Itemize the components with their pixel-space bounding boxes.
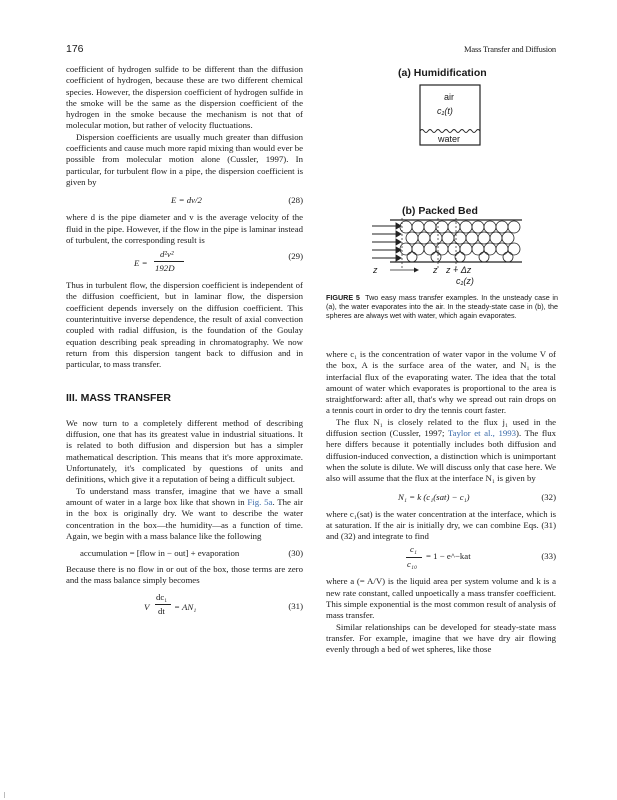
paragraph: where d is the pipe diameter and v is the average velocity of the fluid in the pipe. However, if the flow in the pipe is laminar instead of turbulent, the corresponding result is: [66, 212, 303, 245]
axis-z-label: z: [373, 265, 378, 275]
paragraph: Similar relationships can be developed for steady-state mass transfer. For example, imagine that we have dry air flowing evenly through a bed of wet spheres, like those: [326, 621, 556, 655]
running-title: Mass Transfer and Diffusion: [464, 44, 556, 54]
equation-28: E = dv/2 (28): [171, 195, 303, 206]
water-label: water: [438, 134, 461, 144]
paragraph: coefficient of hydrogen sulfide to be different than the diffusion coefficient of hydrogen, because these are two different chemical species. However, the dispersion coefficient of hydrogen sulfide in the smoke will be the same as the dispersion coefficient of the hydrogen in the smoke because the mechanism is not that of molecular motion, but rather of velocity fluctuations.: [66, 64, 303, 131]
citation-link[interactable]: Taylor et al., 1993: [447, 428, 517, 439]
figure-a-title: (a) Humidification: [398, 67, 487, 79]
figure-link[interactable]: Fig. 5a: [247, 496, 273, 507]
c1z-label: c₁(z): [456, 276, 474, 286]
equation-29: E = d²v² 192D (29): [134, 249, 303, 274]
air-label: air: [444, 92, 455, 102]
c1t-label: c₁(t): [437, 106, 453, 116]
z-label: z: [433, 265, 438, 275]
equation-32: N₁ = k (c₁(sat) − c₁) (32): [398, 491, 556, 502]
section-heading: III. MASS TRANSFER: [66, 391, 172, 404]
equation-30: accumulation = [flow in − out] + evaporation (30): [80, 548, 303, 559]
z-plus-dz-label: z + Δz: [446, 265, 472, 275]
equation-31: V dc₁ dt = AN₁ (31): [144, 591, 303, 616]
paragraph: The flux N₁ is closely related to the flux j₁ used in the diffusion section (Cussler, 1997; Taylor et al., 1993). The flux here differs because it potentially includes both diffusion and diffusion-induced convection, a distinction which is unimportant when the solute is dilute. We will discuss only that case here. We also will assume that the flux at the interface N₁ is given by: [326, 416, 556, 484]
page-number: 176: [66, 43, 84, 55]
equation-33: c₁ c₁₀ = 1 − e^−kat (33): [407, 544, 556, 570]
paragraph: To understand mass transfer, imagine that we have a small amount of water in a large box like that shown in Fig. 5a. The air in the box is originally dry. We want to describe the water concentration in the box—the humidity—as a function of time. Again, we begin with a mass balance like the following: [66, 485, 303, 541]
gutter-mark: [4, 792, 5, 798]
paragraph: We now turn to a completely different method of describing diffusion, one that has its greatest value in industrial situations. It is related to both diffusion and dispersion but has a simpler mathematical description. This means that it's more approximate. Unfortunately, it's complicated by questions of units and definitions, which give it a reputation of being a difficult subject.: [66, 417, 303, 485]
figure-caption: FIGURE 5 Two easy mass transfer examples. In the unsteady case in (a), the water evaporates into the air. In the steady-state case in (b), the spheres are always wet with water, which again evaporates.: [326, 293, 558, 320]
left-column: [66, 64, 303, 623]
right-column: [326, 349, 556, 656]
paragraph: Because there is no flow in or out of the box, those terms are zero and the mass balance simply becomes: [66, 564, 303, 586]
figure-b-title: (b) Packed Bed: [402, 205, 478, 217]
paragraph: Thus in turbulent flow, the dispersion coefficient is independent of the diffusion coefficient, but in laminar flow, the dispersion coefficient depends inversely on the diffusion coefficient. This counterintuitive inverse dependence, the result of axial convection coupled with radial diffusion, is the foundation of the Goulay equation describing peak spreading in chromatography. We now return from this dispersion tangent back to diffusion and in particular, to mass transfer.: [66, 280, 303, 370]
paragraph: where c₁(sat) is the water concentration at the interface, which is at saturation. If the air is initially dry, we can combine Eqs. (31) and (32) and integrate to find: [326, 508, 556, 542]
paragraph: Dispersion coefficients are usually much greater than diffusion coefficients and cause much more rapid mixing than would ever be possible from molecular motion alone (Cussler, 1997). In particular, for turbulent flow in a pipe, the dispersion coefficient is given by: [66, 131, 303, 187]
paragraph: where a (= A/V) is the liquid area per system volume and k is a new rate constant, called unpoetically a mass transfer coefficient. This simple exponential is the most common result of analysis of mass transfer.: [326, 576, 556, 621]
paragraph: where c₁ is the concentration of water vapor in the volume V of the box, A is the surface area of the water, and N₁ is the interfacial flux of the evaporating water. The idea that the total amount of water which evaporates is proportional to the area is straightforward: after all, that's why we spread out rain drops on a tennis court in order to dry the tennis court faster.: [326, 349, 556, 416]
